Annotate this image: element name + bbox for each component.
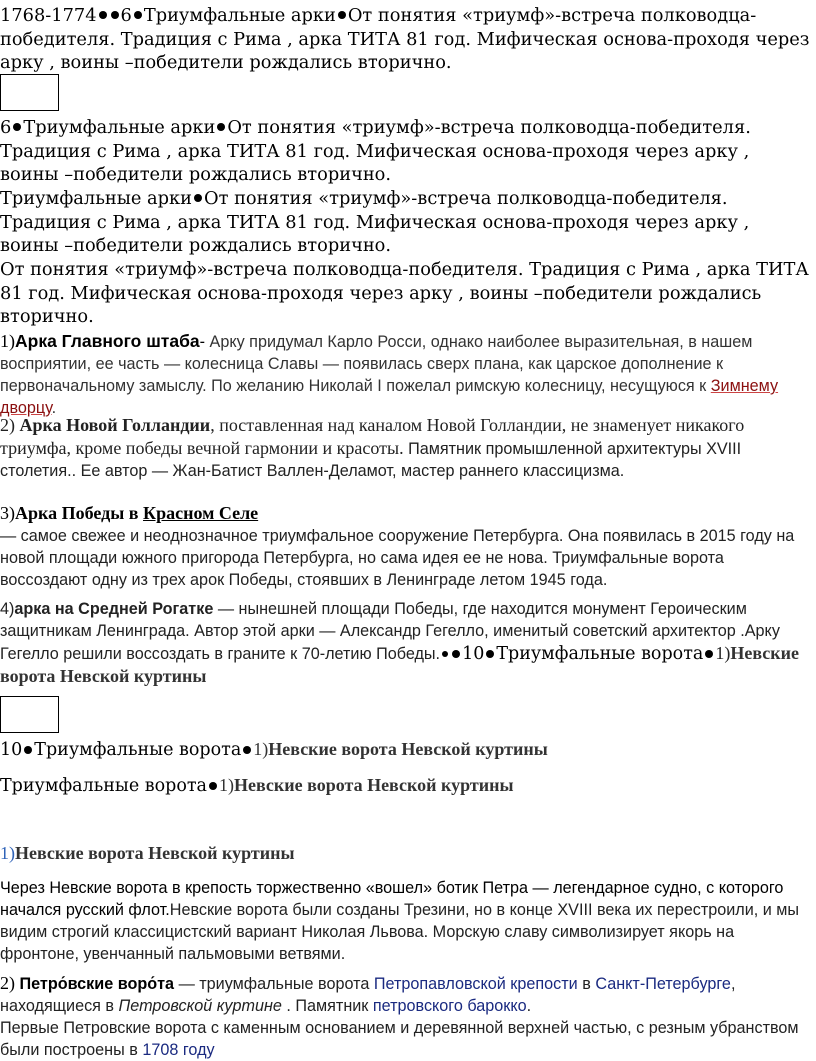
item-number: 2) — [0, 973, 20, 993]
number-10: 10 — [462, 644, 485, 664]
heading-arches: Триумфальные арки — [143, 5, 336, 26]
arch-1-section — [0, 330, 812, 419]
bullet-icon — [209, 782, 217, 790]
peter-paul-fortress-link[interactable]: Петропавловской крепости — [373, 975, 578, 993]
number-10: 10 — [0, 740, 23, 760]
item-number: 4) — [0, 600, 15, 618]
neva-description — [0, 877, 812, 965]
arch-description: Арку придумал Карло Росси, однако наиболее выразительная, в нашем восприятии, ее часть — колесница Славы — появилась сверх плана, как царское дополнение к первоначальному замыслу. По желанию Николай I пожелал римскую колесницу, несущуюся к — [0, 333, 753, 395]
arch-2-section — [0, 414, 812, 482]
paragraph-3 — [0, 187, 812, 258]
arch-description: — нынешней площади Победы, где находится монумент Героическим защитникам Ленинграда. Автор этой арки — Александр Гегелло, именитый советский архитектор .Арку Гегелло решили воссоздать в граните к 70-летию Победы. — [0, 600, 780, 663]
text-fragment: в — [577, 975, 596, 993]
bullet-icon — [442, 651, 448, 657]
heading-gates: Триумфальные ворота — [34, 740, 242, 760]
paragraph-text: От понятия «триумф»-встреча полководца-победителя. Традиция с Рима , арка ТИТА 81 год. Мифическая основа-проходя через арку , воины –победители рождались вторично. — [0, 5, 810, 73]
neva-gates-title: Невские ворота Невской куртины — [233, 775, 514, 795]
heading-gates: Триумфальные ворота — [0, 776, 207, 796]
number-6: 6 — [120, 5, 132, 26]
arch-title: Арка Новой Голландии — [19, 415, 211, 435]
bullet-icon — [705, 650, 713, 658]
saint-petersburg-link[interactable]: Санкт-Петербурге — [595, 975, 731, 993]
bullet-icon — [13, 123, 21, 131]
neva-gates-title: Невские ворота Невской куртины — [268, 739, 548, 759]
arch-description: — самое свежее и неоднозначное триумфальное сооружение Петербурга. Она появилась в 2015 году на новой площади южного пригорода Петербурга, но сама идея ее не нова. Триумфальные ворота воссоздают одну из трех арок Победы, стоявших в Ленинграде летом 1945 года. — [0, 527, 795, 589]
paragraph-text: От понятия «триумф»-встреча полководца-победителя. Традиция с Рима , арка ТИТА 81 год. Мифическая основа-проходя через арку , воины –победители рождались вторично. — [0, 117, 751, 185]
bullet-icon — [111, 11, 119, 19]
item-number: 1) — [0, 331, 15, 351]
petrovsky-curtain: Петровской куртине — [118, 997, 282, 1015]
neva-gates-title: Невские ворота Невской куртины — [15, 843, 295, 863]
arch-description: Памятник промышленной архитектуры XVIII столетия.. Ее автор — Жан-Батист Валлен-Деламот, мастер раннего классицизма. — [0, 440, 742, 480]
heading-arches: Триумфальные арки — [0, 188, 193, 209]
text-fragment: . Памятник — [281, 997, 373, 1015]
petrine-baroque-link[interactable]: петровского барокко — [372, 997, 527, 1015]
heading-gates: Триумфальные ворота — [496, 644, 704, 664]
item-number: 2) — [0, 415, 20, 435]
year-1708-link[interactable]: 1708 году — [142, 1041, 215, 1059]
bullet-icon — [452, 650, 460, 658]
text-fragment: — триумфальные ворота — [174, 975, 374, 993]
petrovsky-title: Петро́вские воро́та — [19, 975, 175, 993]
empty-frame — [0, 74, 59, 111]
heading-arches: Триумфальные арки — [23, 117, 216, 138]
arch-3-section — [0, 502, 812, 591]
gates-line-3 — [0, 841, 812, 865]
text-fragment: . — [526, 997, 532, 1015]
paragraph-1 — [0, 4, 812, 75]
period: . — [51, 399, 57, 417]
neva-gates-title: Невские ворота Невской куртины — [0, 643, 799, 686]
arch-description-serif: , поставленная над каналом Новой Голландии, не знаменует никакого триумфа, кроме победы вечной гармонии и красоты. — [0, 415, 745, 458]
item-number: 1) — [218, 775, 234, 795]
arch-4-section — [0, 598, 812, 688]
gates-line-2 — [0, 773, 812, 798]
petrovsky-section — [0, 972, 812, 1061]
bullet-icon — [134, 11, 142, 19]
bullet-icon — [217, 123, 225, 131]
years: 1768-1774 — [0, 5, 97, 26]
krasnoe-selo-link[interactable]: Красном Селе — [143, 503, 259, 523]
neva-lead: Через Невские ворота в крепость торжественно «вошел» ботик Петра — легендарное судно, с которого начался русский флот. — [0, 879, 784, 919]
arch-title: Арка Главного штаба — [15, 331, 200, 351]
gates-line-1 — [0, 737, 812, 762]
paragraph-text: От понятия «триумф»-встреча полководца-победителя. Традиция с Рима , арка ТИТА 81 год. Мифическая основа-проходя через арку , воины –победители рождались вторично. — [0, 259, 809, 327]
number-6: 6 — [0, 117, 12, 138]
petrovsky-history: Первые Петровские ворота с каменным основанием и деревянной верхней частью, с резным убранством были построены в — [0, 1019, 799, 1059]
bullet-icon — [194, 194, 202, 202]
item-number: 1) — [253, 739, 269, 759]
empty-frame — [0, 696, 59, 733]
item-number: 1) — [0, 843, 15, 863]
text-fragment: , находящиеся в — [0, 975, 736, 1015]
bullet-icon — [486, 650, 494, 658]
item-number: 3) — [0, 503, 15, 523]
paragraph-text: От понятия «триумф»-встреча полководца-победителя. Традиция с Рима , арка ТИТА 81 год. Мифическая основа-проходя через арку , воины –победители рождались вторично. — [0, 188, 750, 256]
arch-title: Арка Победы в — [15, 503, 144, 523]
paragraph-4 — [0, 258, 812, 329]
bullet-icon — [99, 11, 107, 19]
bullet-icon — [338, 11, 346, 19]
winter-palace-link[interactable]: Зимнему дворцу — [0, 377, 779, 417]
paragraph-2 — [0, 116, 812, 187]
arch-title: арка на Средней Рогатке — [14, 600, 214, 618]
bullet-icon — [24, 746, 32, 754]
item-number: 1) — [715, 643, 731, 663]
dash: - — [199, 333, 210, 351]
neva-text: Невские ворота были созданы Трезини, но в конце XVIII века их перестроили, и мы видим строгий классицистский вариант Николая Львова. Морскую славу символизирует якорь на фронтоне, увенчанный пальмовыми ветвями. — [0, 901, 800, 963]
bullet-icon — [243, 746, 251, 754]
